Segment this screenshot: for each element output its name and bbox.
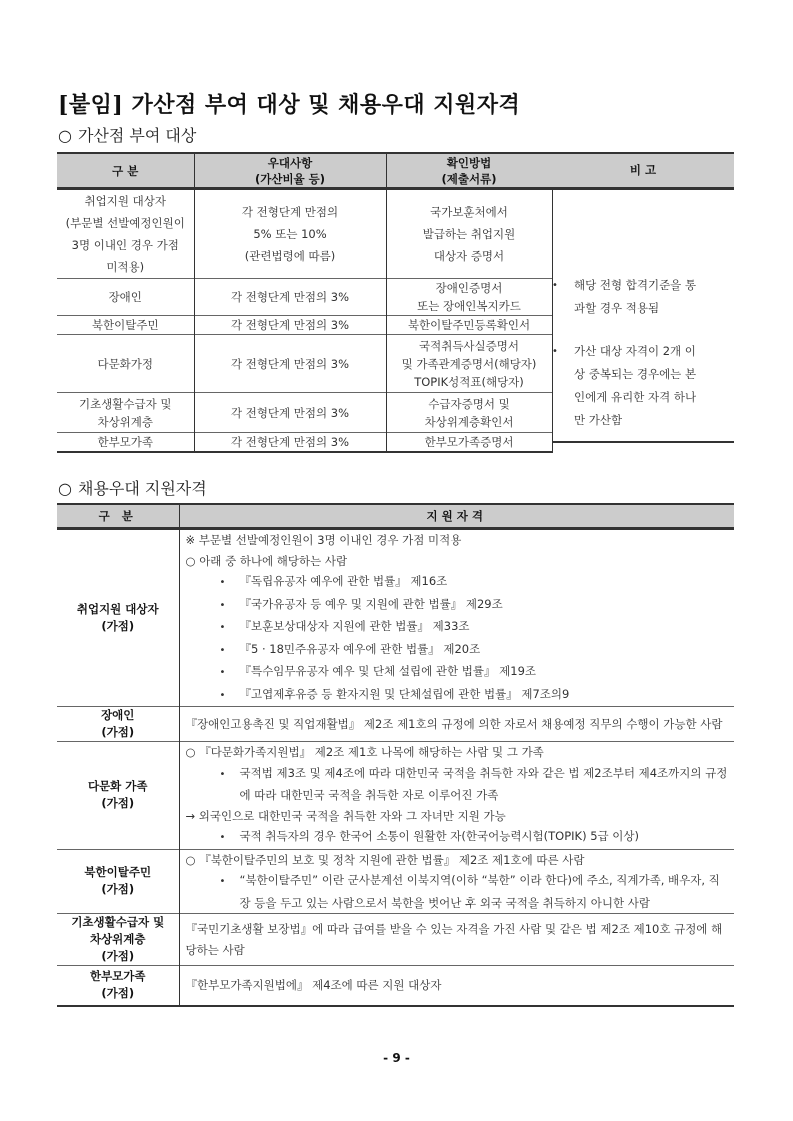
cell-category: [57, 707, 179, 742]
cell-benefit: [194, 279, 386, 316]
qualification-line: [186, 714, 729, 735]
table-row: [57, 433, 552, 453]
cell-verification: [386, 393, 552, 433]
cell-category: [57, 279, 194, 316]
header-verification-line2: (제출서류): [441, 171, 497, 186]
note-line: 상 중복되는 경우에는 본: [574, 367, 697, 381]
qualification-text: 『국가유공자 등 예우 및 지원에 관한 법률』 제29조: [239, 596, 503, 611]
table-row: [57, 393, 552, 433]
qualification-line: [186, 594, 729, 617]
verification-line: 장애인증명서: [435, 281, 503, 295]
category-line: 3명 이내인 경우 가점: [71, 238, 179, 252]
benefit-line: 각 전형단계 만점의 3%: [230, 435, 350, 449]
header-category: 구 분: [57, 153, 194, 189]
table-row: [57, 189, 552, 279]
cell-category: [57, 742, 179, 850]
cell-benefit: [194, 433, 386, 453]
bullet-icon: •: [219, 644, 226, 656]
verification-line: 수급자증명서 및: [428, 396, 510, 411]
bullet-icon: •: [219, 667, 226, 678]
bonus-points-table: [57, 152, 553, 453]
section-heading-bonus-points: [58, 123, 196, 146]
qualification-text: 『고엽제후유증 등 환자지원 및 단체설립에 관한 법률』 제7조의9: [239, 686, 570, 701]
qualification-text: 『특수임무유공자 예우 및 단체 설립에 관한 법률』 제19조: [239, 664, 537, 678]
category-line: 북한이탈주민: [84, 865, 152, 880]
table-row: [57, 966, 734, 1006]
bullet-icon: •: [219, 832, 226, 843]
section-heading-text: 가산점 부여 대상: [77, 126, 197, 145]
qualification-text: 국적법 제3조 및 제4조에 따라 대한민국 국적을 취득한 자와 같은 법 제2조부터 제4조까지의 규정에 따라 대한민국 국적을 취득한 자로 이루어진 가족: [239, 765, 728, 802]
header-benefit-line1: 우대사항: [267, 155, 313, 170]
header-benefit: [194, 153, 386, 189]
category-line: 취업지원 대상자: [84, 194, 166, 208]
benefit-line: 5% 또는 10%: [253, 227, 327, 241]
category-line: 한부모가족: [97, 435, 154, 449]
qualifications-table: [57, 503, 734, 1007]
qualification-line: [186, 975, 729, 996]
qualification-line: [186, 530, 729, 551]
note-line: 과할 경우 적용됨: [574, 301, 660, 315]
category-line: 장애인: [108, 290, 142, 304]
note-line: 만 가산함: [574, 413, 623, 427]
cell-category: [57, 335, 194, 393]
cell-category: [57, 849, 179, 914]
cell-verification: [386, 335, 552, 393]
qualification-text: ○ 『북한이탈주민의 보호 및 정착 지원에 관한 법률』 제2조 제1호에 따른 사람: [185, 852, 585, 867]
category-line: (가점): [101, 949, 135, 963]
qualification-line: [186, 850, 729, 871]
header-verification: [386, 153, 552, 189]
qualification-text: 『독립유공자 예우에 관한 법률』 제16조: [239, 574, 448, 588]
verification-line: 및 가족관계증명서(해당자): [401, 356, 537, 371]
qualification-line: [186, 684, 729, 707]
notes-body: [552, 190, 734, 446]
qualification-text: 『한부모가족지원법에』 제4조에 따른 지원 대상자: [185, 978, 442, 992]
qualification-line: [186, 870, 729, 913]
table-row: [57, 707, 734, 742]
cell-category: [57, 433, 194, 453]
cell-verification: [386, 433, 552, 453]
category-line: (가점): [101, 619, 135, 633]
table-row: [57, 529, 734, 707]
bullet-icon: •: [219, 599, 226, 611]
header-category: 구 분: [57, 504, 179, 529]
verification-line: 대상자 증명서: [433, 249, 505, 263]
header-note: 비 고: [552, 152, 734, 190]
qualification-line: [186, 639, 729, 662]
benefit-line: 각 전형단계 만점의 3%: [230, 356, 350, 371]
table-row: [57, 316, 552, 335]
table-bottom-border: [552, 441, 734, 443]
qualification-text: ※ 부문별 선발예정인원이 3명 이내인 경우 가점 미적용: [185, 533, 462, 547]
qualification-line: [186, 806, 729, 827]
cell-qualification: [179, 707, 734, 742]
cell-category: [57, 529, 179, 707]
qualification-text: 『5 · 18민주유공자 예우에 관한 법률』 제20조: [239, 641, 481, 656]
qualification-line: [186, 919, 729, 960]
page-title: [붙임] 가산점 부여 대상 및 채용우대 지원자격: [58, 92, 521, 118]
cell-category: [57, 914, 179, 966]
table-row: [57, 849, 734, 914]
cell-qualification: [179, 914, 734, 966]
verification-line: 또는 장애인복지카드: [417, 299, 521, 313]
note-text: [552, 340, 728, 432]
qualification-text: 『장애인고용촉진 및 직업재활법』 제2조 제1호의 규정에 의한 자로서 채용예정 직무의 수행이 가능한 사람: [185, 716, 723, 731]
qualification-text: 『국민기초생활 보장법』에 따라 급여를 받을 수 있는 자격을 가진 사람 및 같은 법 제2조 제10호 규정에 해당하는 사람: [185, 922, 723, 957]
category-line: 취업지원 대상자: [76, 602, 159, 616]
cell-verification: [386, 279, 552, 316]
category-line: (가점): [101, 882, 135, 897]
category-line: (가점): [101, 725, 135, 739]
verification-line: 국적취득사실증명서: [419, 338, 519, 353]
note-line: 인에게 유리한 자격 하나: [574, 390, 697, 404]
cell-benefit: [194, 189, 386, 279]
circle-marker-icon: ○: [58, 479, 72, 498]
bonus-points-table-body: [57, 189, 552, 453]
section-heading-preferential-qualifications: [58, 476, 207, 499]
qualifications-table-body: [57, 529, 734, 1006]
category-line: 차상위계층: [89, 932, 146, 946]
category-line: 미적용): [106, 260, 145, 274]
bullet-icon: •: [552, 346, 558, 357]
qualification-line: [186, 661, 729, 684]
table-row: [57, 279, 552, 316]
category-line: 다문화 가족: [87, 779, 148, 794]
note-line: 해당 전형 합격기준을 통: [574, 278, 697, 292]
qualification-line: [186, 571, 729, 594]
cell-category: [57, 966, 179, 1006]
category-line: 다문화가정: [97, 356, 154, 371]
cell-qualification: [179, 849, 734, 914]
qualification-line: [186, 826, 729, 849]
qualification-text: ○ 아래 중 하나에 해당하는 사람: [185, 553, 348, 568]
cell-category: [57, 189, 194, 279]
qualification-text: ○ 『다문화가족지원법』 제2조 제1호 나목에 해당하는 사람 및 그 가족: [185, 745, 544, 759]
category-line: 기초생활수급자 및: [78, 396, 172, 411]
note-text: [552, 274, 728, 320]
bullet-icon: •: [219, 876, 226, 887]
note-line: 가산 대상 자격이 2개 이: [574, 344, 696, 358]
qualification-text: “북한이탈주민” 이란 군사분계선 이북지역(이하 “북한” 이라 한다)에 주소, 직계가족, 배우자, 직장 등을 두고 있는 사람으로서 북한을 벗어난 후 외국 국적을 취득하지 아니한 사람: [239, 873, 720, 910]
qualification-text: → 외국인으로 대한민국 국적을 취득한 자와 그 자녀만 지원 가능: [185, 808, 506, 823]
bullet-icon: •: [219, 689, 226, 701]
table-row: [57, 914, 734, 966]
table-header-row: [57, 504, 734, 529]
cell-verification: [386, 189, 552, 279]
qualification-line: [186, 763, 729, 806]
qualification-line: [186, 616, 729, 639]
verification-line: TOPIK성적표(해당자): [414, 374, 524, 389]
cell-benefit: [194, 393, 386, 433]
qualification-line: [186, 742, 729, 763]
category-line: 한부모가족: [89, 969, 146, 984]
category-line: (가점): [101, 796, 135, 811]
verification-line: 발급하는 취업지원: [422, 227, 516, 241]
note-item: [552, 340, 728, 432]
qualification-text: 『보훈보상대상자 지원에 관한 법률』 제33조: [239, 619, 470, 633]
cell-qualification: [179, 966, 734, 1006]
bonus-points-notes-column: [552, 152, 734, 446]
category-line: 차상위계층: [97, 414, 154, 429]
bullet-icon: •: [219, 768, 226, 780]
cell-benefit: [194, 316, 386, 335]
note-item: [552, 274, 728, 320]
category-line: 장애인: [101, 708, 135, 722]
table-header-row: [57, 153, 552, 189]
cell-qualification: [179, 529, 734, 707]
section-heading-text: 채용우대 지원자격: [77, 479, 207, 498]
qualification-text: 국적 취득자의 경우 한국어 소통이 원활한 자(한국어능력시험(TOPIK) 5급 이상): [239, 829, 639, 843]
benefit-line: (관련법령에 따름): [244, 249, 336, 263]
table-row: [57, 335, 552, 393]
table-row: [57, 742, 734, 850]
benefit-line: 각 전형단계 만점의 3%: [230, 405, 350, 420]
header-verification-line1: 확인방법: [446, 155, 492, 170]
verification-line: 한부모가족증명서: [424, 435, 514, 449]
category-line: 북한이탈주민: [91, 318, 159, 332]
benefit-line: 각 전형단계 만점의 3%: [230, 290, 350, 304]
category-line: 기초생활수급자 및: [71, 915, 165, 929]
bullet-icon: •: [219, 622, 226, 633]
cell-verification: [386, 316, 552, 335]
cell-category: [57, 393, 194, 433]
header-qualification: 지원자격: [179, 504, 734, 529]
benefit-line: 각 전형단계 만점의: [241, 205, 339, 219]
cell-qualification: [179, 742, 734, 850]
qualification-line: [186, 551, 729, 572]
category-line: (가점): [101, 986, 135, 1001]
verification-line: 북한이탈주민등록확인서: [407, 318, 531, 332]
bullet-icon: •: [552, 280, 558, 291]
verification-line: 차상위계층확인서: [424, 414, 514, 429]
header-benefit-line2: (가산비율 등): [254, 171, 326, 186]
category-line: (부문별 선발예정인원이: [65, 216, 185, 230]
benefit-line: 각 전형단계 만점의 3%: [230, 318, 350, 332]
verification-line: 국가보훈처에서: [430, 205, 508, 219]
circle-marker-icon: ○: [58, 126, 72, 145]
cell-category: [57, 316, 194, 335]
cell-benefit: [194, 335, 386, 393]
bullet-icon: •: [219, 577, 226, 588]
page-number: - 9 -: [383, 1051, 410, 1065]
